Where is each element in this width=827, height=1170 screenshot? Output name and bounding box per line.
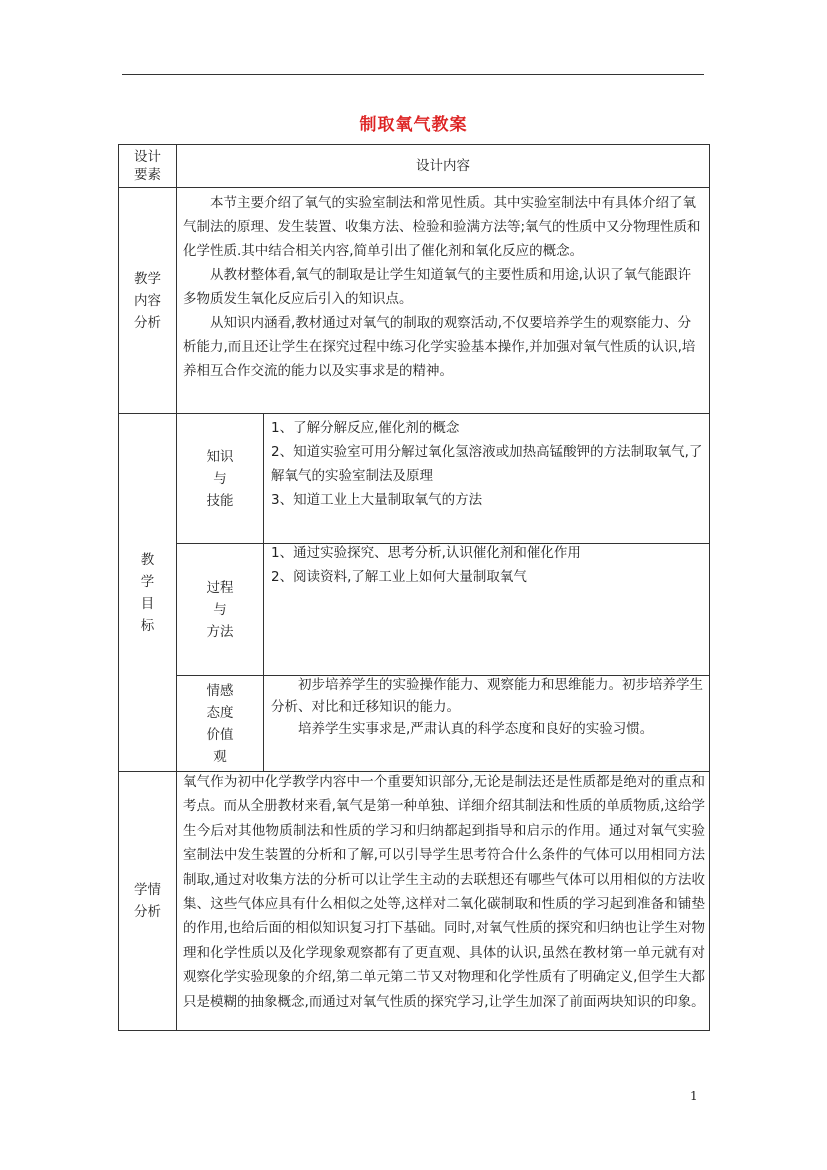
content-analysis-label: 教学 内容 分析 (134, 270, 161, 331)
goal-item: 1、通过实验探究、思考分析,认识催化剂和催化作用 (271, 545, 581, 561)
content-analysis-text (183, 191, 703, 383)
emotion-attitude-text (271, 674, 703, 740)
page-number: 1 (690, 1089, 698, 1103)
knowledge-skills-label: 知识 与 技能 (206, 448, 234, 509)
knowledge-skills-list (271, 416, 703, 512)
goal-item: 2、阅读资料,了解工业上如何大量制取氧气 (271, 569, 527, 585)
col-divider (263, 413, 264, 771)
lesson-plan-table (118, 144, 710, 1031)
row-divider (119, 187, 709, 188)
process-methods-label: 过程 与 方法 (206, 579, 234, 640)
goal-paragraph: 培养学生实事求是,严肃认真的科学态度和良好的实验习惯。 (298, 721, 654, 737)
header-design-element: 设计 要素 (134, 149, 161, 183)
learner-analysis-text: 氧气作为初中化学教学内容中一个重要知识部分,无论是制法还是性质都是绝对的重点和考点。而从全册教材来看,氧气是第一种单独、详细介绍其制法和性质的单质物质,这给学生今后对其他物质制法和性质的学习和归纳都起到指导和启示的作用。通过对氧气实验室制法中发生装置的分析和了解,可以引导学生思考符合什么条件的气体可以用相同方法制取,通过对收集方法的分析可以让学生主动的去联想还有哪些气体可以用相似的方法收集、这些气体应具有什么相似之处等,这样对二氧化碳制取和性质的学习起到准备和铺垫的作用,也给后面的相似知识复习打下基础。同时,对氧气性质的探究和归纳也让学生对物理和化学性质以及化学现象观察都有了更直观、具体的认识,虽然在教材第一单元就有对观察化学实验现象的介绍,第二单元第二节又对物理和化学性质有了明确定义,但学生大都只是模糊的抽象概念,而通过对氧气性质的探究学习,让学生加深了前面两块知识的印象。 (183, 774, 705, 1010)
header-design-content: 设计内容 (416, 157, 470, 174)
goal-item: 1、了解分解反应,催化剂的概念 (271, 420, 460, 436)
content-paragraph: 本节主要介绍了氧气的实验室制法和常见性质。其中实验室制法中有具体介绍了氧气制法的原理、发生装置、收集方法、检验和验满方法等;氧气的性质中又分物理性质和化学性质.其中结合相关内容,简单引出了催化剂和氧化反应的概念。 (183, 195, 701, 259)
emotion-attitude-label: 情感 态度 价值 观 (206, 682, 234, 765)
content-paragraph: 从知识内涵看,教材通过对氧气的制取的观察活动,不仅要培养学生的观察能力、分析能力,而且还让学生在探究过程中练习化学实验基本操作,并加强对氧气性质的认识,培养相互合作交流的能力以及实事求是的精神。 (183, 315, 696, 379)
goal-paragraph: 初步培养学生的实验操作能力、观察能力和思维能力。初步培养学生分析、对比和迁移知识的能力。 (271, 677, 703, 715)
teaching-goals-label: 教 学 目 标 (140, 551, 155, 634)
document-title: 制取氧气教案 (359, 115, 468, 135)
learner-analysis-label: 学情 分析 (134, 882, 161, 920)
goal-item: 3、知道工业上大量制取氧气的方法 (271, 492, 483, 508)
process-methods-list (271, 541, 703, 589)
goal-item: 2、知道实验室可用分解过氧化氢溶液或加热高锰酸钾的方法制取氧气,了解氧气的实验室制法及原理 (271, 444, 703, 484)
header-rule (122, 74, 704, 75)
content-paragraph: 从教材整体看,氧气的制取是让学生知道氧气的主要性质和用途,认识了氧气能跟许多物质发生氧化反应后引入的知识点。 (183, 267, 692, 307)
